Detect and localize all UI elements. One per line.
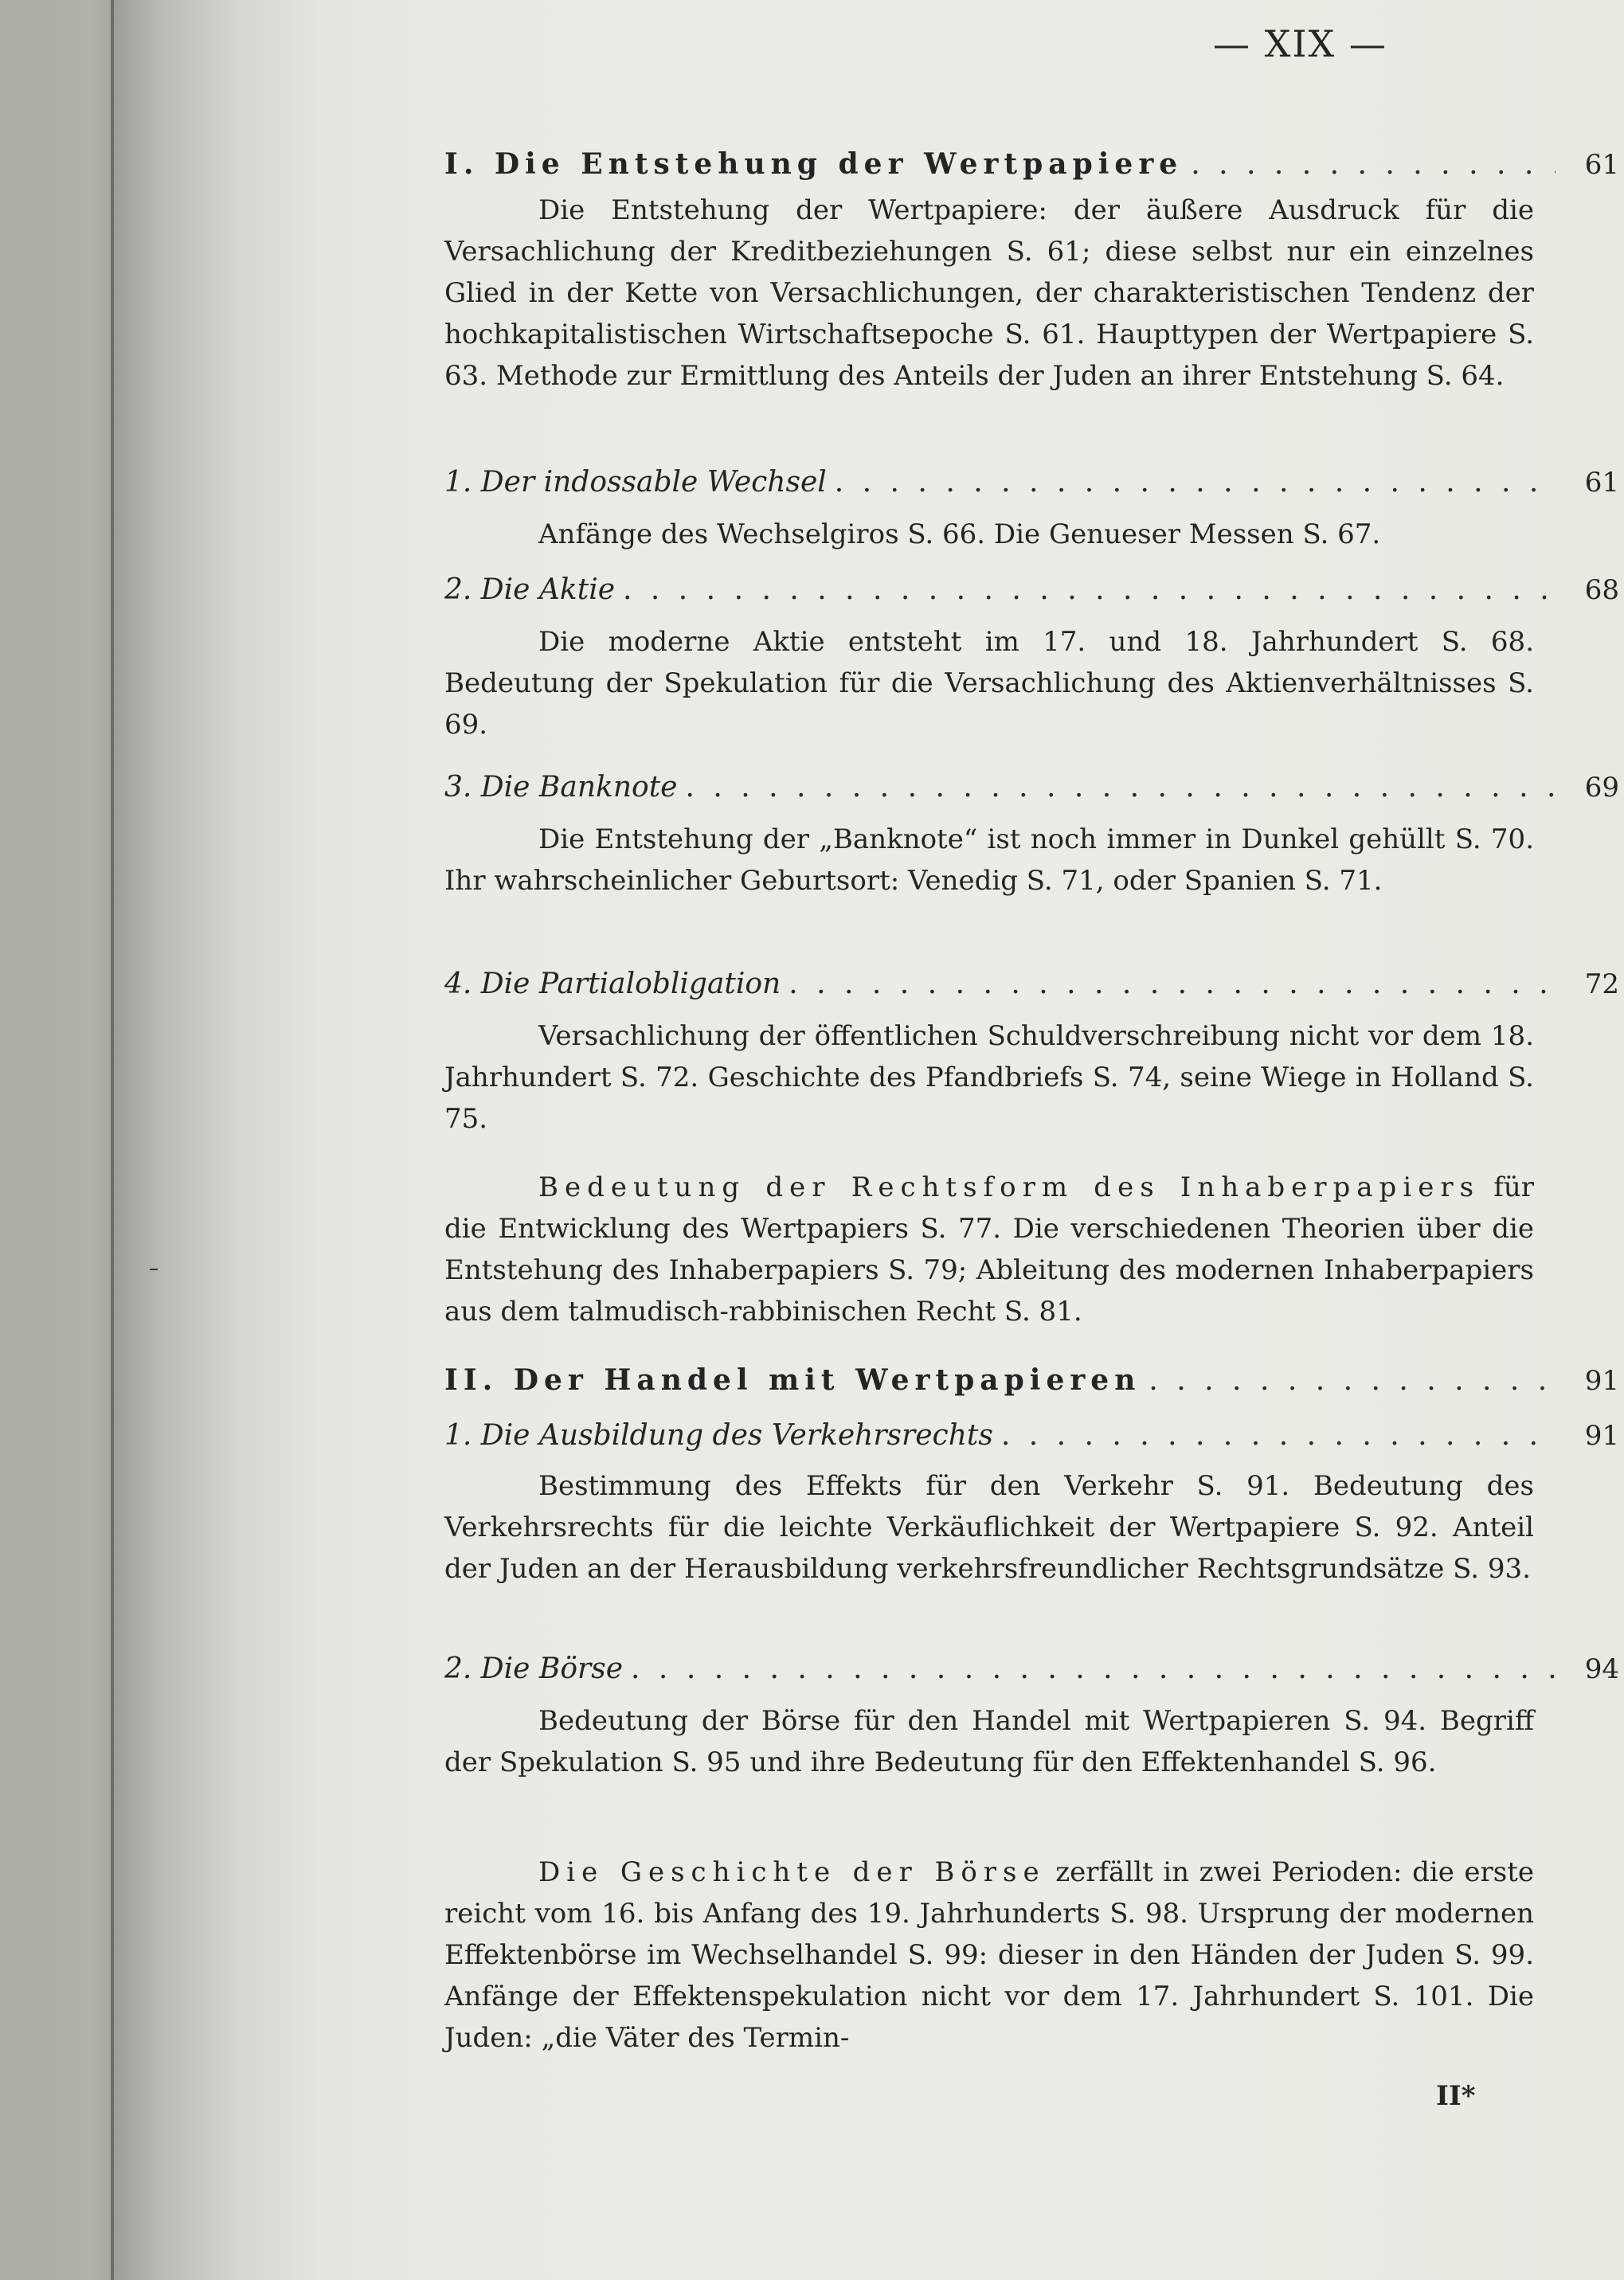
entry-summary: Versachlichung der öffentlichen Schuldverschreibung nicht vor dem 18. Jahrhundert S. 72. Geschichte des Pfandbriefs S. 74, seine Wiege in Holland S. 75. xyxy=(444,1020,1534,1135)
toc-entry-banknote[interactable] xyxy=(444,771,1619,804)
entry-summary: Anfänge des Wechselgiros S. 66. Die Genueser Messen S. 67. xyxy=(538,518,1381,550)
entry-page-number: 61 xyxy=(1584,149,1619,181)
page-number: — XIX — xyxy=(1213,22,1387,65)
facing-page-edge xyxy=(0,0,114,2280)
entry-page-number: 61 xyxy=(1584,467,1619,499)
entry-title: II. Der Handel mit Wertpapieren xyxy=(444,1363,1141,1397)
signature-mark: II* xyxy=(1436,2080,1476,2112)
book-page xyxy=(114,0,1624,2280)
toc-entry-boerse[interactable] xyxy=(444,1652,1619,1685)
entry-page-number: 91 xyxy=(1584,1420,1619,1452)
entry-page-number: 69 xyxy=(1584,772,1619,804)
leader-dots xyxy=(1001,1419,1556,1452)
toc-entry-verkehrsrecht[interactable] xyxy=(444,1419,1619,1452)
spaced-emphasis: Bedeutung der Rechtsform des Inhaberpapiers xyxy=(538,1171,1481,1203)
leader-dots xyxy=(685,771,1556,804)
entry-page-number: 68 xyxy=(1584,574,1619,606)
entry-summary: Die moderne Aktie entsteht im 17. und 18. Jahrhundert S. 68. Bedeutung der Spekulation für die Versachlichung des Aktienverhältnisses S. 69. xyxy=(444,626,1534,741)
boerse-history-summary: Die Geschichte der Börse zerfällt in zwei Perioden: die erste reicht vom 16. bis Anfang des 19. Jahrhunderts S. 98. Ursprung der modernen Effektenbörse im Wechselhandel S. 99: dieser in den Händen der Juden S. 99. Anfänge der Effektenspekulation nicht vor dem 17. Jahrhundert S. 101. Die Juden: „die Väter des Termin- xyxy=(444,1856,1534,2054)
entry-title: 1. Der indossable Wechsel xyxy=(444,466,827,499)
entry-title: 1. Die Ausbildung des Verkehrsrechts xyxy=(444,1419,993,1452)
entry-title: 2. Die Aktie xyxy=(444,573,616,606)
leader-dots xyxy=(789,968,1556,1000)
inhaberpapier-summary: Bedeutung der Rechtsform des Inhaberpapiers für die Entwicklung des Wertpapiers S. 77. Die verschiedenen Theorien über die Entstehung des Inhaberpapiers S. 79; Ableitung des modernen Inhaberpapiers aus dem talmudisch-rabbinischen Recht S. 81. xyxy=(444,1171,1534,1328)
entry-page-number: 91 xyxy=(1584,1365,1619,1397)
leader-dots xyxy=(1149,1364,1556,1397)
entry-summary: Die Entstehung der „Banknote“ ist noch immer in Dunkel gehüllt S. 70. Ihr wahrscheinlicher Geburtsort: Venedig S. 71, oder Spanien S. 71. xyxy=(444,823,1534,897)
entry-title: I. Die Entstehung der Wertpapiere xyxy=(444,147,1184,181)
toc-entry-aktie[interactable] xyxy=(444,573,1619,606)
toc-entry-partialobligation[interactable] xyxy=(444,968,1619,1000)
entry-summary: Die Entstehung der Wertpapiere: der äußere Ausdruck für die Versachlichung der Kreditbeziehungen S. 61; diese selbst nur ein einzelnes Glied in der Kette von Versachlichungen, der charakteristischen Tendenz der hochkapitalistischen Wirtschaftsepoche S. 61. Haupttypen der Wertpapiere S. 63. Methode zur Ermittlung des Anteils der Juden an ihrer Entstehung S. 64. xyxy=(444,194,1534,392)
entry-summary: Bedeutung der Börse für den Handel mit Wertpapieren S. 94. Begriff der Spekulation S. 95 und ihre Bedeutung für den Effektenhandel S. 96. xyxy=(444,1705,1534,1778)
entry-title: 3. Die Banknote xyxy=(444,771,678,804)
leader-dots xyxy=(623,573,1556,606)
spaced-emphasis: Die Geschichte der Börse xyxy=(538,1856,1046,1888)
toc-entry-chapter-2[interactable] xyxy=(444,1363,1619,1397)
leader-dots xyxy=(835,466,1556,499)
leader-dots xyxy=(1191,148,1556,181)
leader-dots xyxy=(631,1652,1556,1685)
toc-entry-wechsel[interactable] xyxy=(444,466,1619,499)
entry-summary: Bestimmung des Effekts für den Verkehr S. 91. Bedeutung des Verkehrsrechts für die leichte Verkäuflichkeit der Wertpapiere S. 92. Anteil der Juden an der Herausbildung verkehrsfreundlicher Rechtsgrundsätze S. 93. xyxy=(444,1470,1534,1585)
entry-page-number: 72 xyxy=(1584,968,1619,1000)
paper-speck xyxy=(150,1269,158,1270)
entry-title: 4. Die Partialobligation xyxy=(444,968,781,1000)
entry-title: 2. Die Börse xyxy=(444,1652,624,1685)
entry-page-number: 94 xyxy=(1584,1653,1619,1685)
toc-entry-chapter-1[interactable] xyxy=(444,147,1619,181)
